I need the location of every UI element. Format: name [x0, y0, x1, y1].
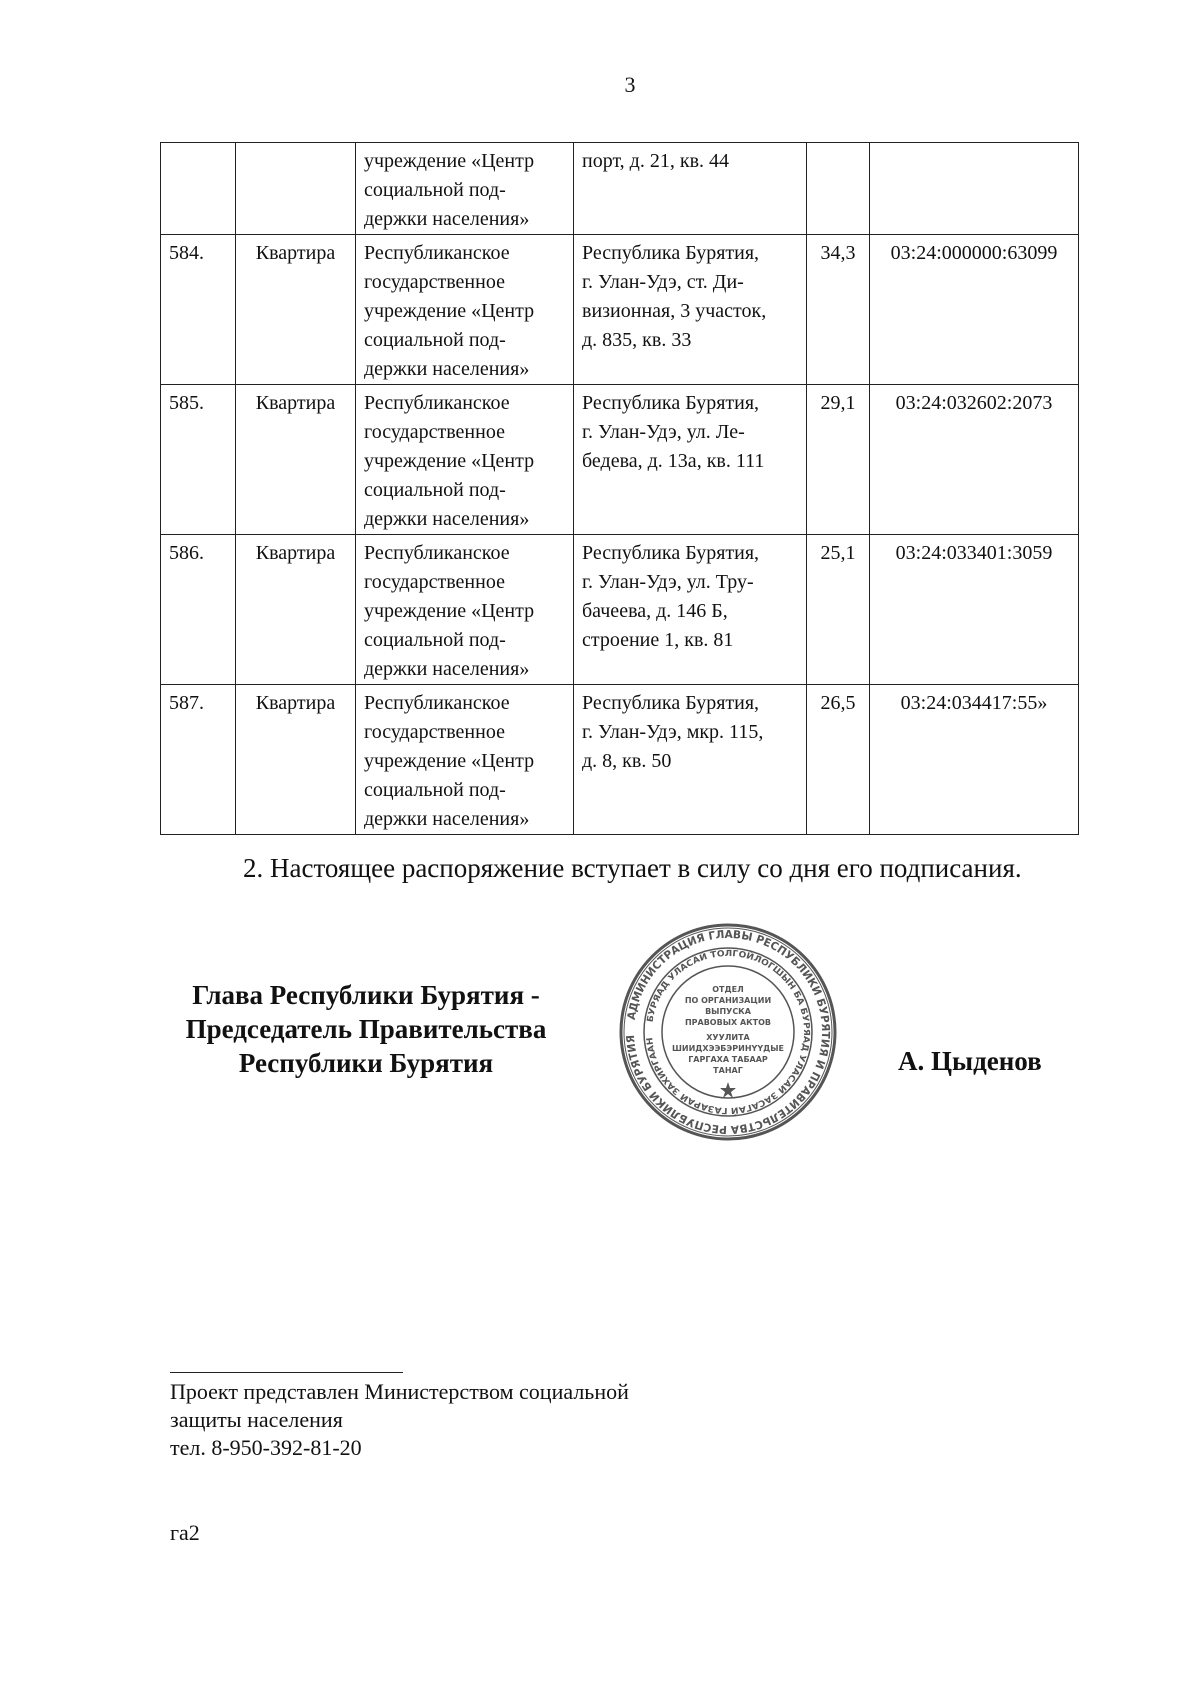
area-cell: 34,3: [807, 235, 870, 385]
row-number-cell: [161, 143, 236, 235]
seal-center-line: ХУУЛИТА: [706, 1033, 750, 1042]
holder-text: Республиканское государственное учреждение «Центр социальной под- держки населения»: [364, 542, 535, 680]
holder-cell: [356, 235, 574, 385]
table-row: [161, 143, 1079, 235]
cadastre-number-cell: [870, 143, 1079, 235]
holder-cell: [356, 535, 574, 685]
address-cell: [574, 143, 807, 235]
holder-text: Республиканское государственное учреждение «Центр социальной под- держки населения»: [364, 392, 535, 530]
address-text: Республика Бурятия, г. Улан-Удэ, ул. Ле- бедева, д. 13а, кв. 111: [582, 392, 765, 472]
seal-center-text: [672, 985, 784, 1075]
object-type-cell: Квартира: [236, 685, 356, 835]
property-table: [160, 142, 1079, 835]
holder-cell: [356, 385, 574, 535]
seal-center-line: ШИИДХЭЭБЭРИНҮҮДЫЕ: [672, 1044, 784, 1053]
row-number-cell: 584.: [161, 235, 236, 385]
table-row: [161, 685, 1079, 835]
cadastre-number-cell: 03:24:000000:63099: [870, 235, 1079, 385]
address-cell: [574, 235, 807, 385]
address-text: Республика Бурятия, г. Улан-Удэ, мкр. 115, д. 8, кв. 50: [582, 692, 764, 772]
seal-outer-textpath: АДМИНИСТРАЦИЯ ГЛАВЫ РЕСПУБЛИКИ БУРЯТИЯ И ПРАВИТЕЛЬСТВА РЕСПУБЛИКИ БУРЯТИЯ: [623, 927, 833, 1137]
seal-star-icon: [720, 1082, 736, 1098]
signatory-name: А. Цыденов: [898, 1046, 1042, 1076]
area-cell: 26,5: [807, 685, 870, 835]
property-table-body: [161, 143, 1079, 835]
seal-center-line: ВЫПУСКА: [705, 1007, 751, 1016]
official-seal: [618, 922, 838, 1142]
footnote-text: Проект представлен Министерством социальной защиты населения тел. 8-950-392-81-20: [170, 1379, 629, 1460]
address-cell: [574, 535, 807, 685]
document-code: га2: [170, 1520, 200, 1545]
object-type-cell: [236, 143, 356, 235]
seal-inner-textpath: БУРЯАД УЛАСАЙ ТОЛГОЙЛОГШЫН БА БУРЯАД УЛАСАЙ ЗАСАГАЙ ГАЗАРАЙ ЗАХИРГААН: [645, 948, 812, 1116]
address-cell: [574, 685, 807, 835]
table-row: [161, 385, 1079, 535]
holder-text: Республиканское государственное учреждение «Центр социальной под- держки населения»: [364, 692, 535, 830]
holder-text: учреждение «Центр социальной под- держки населения»: [364, 150, 535, 230]
seal-center-line: ОТДЕЛ: [712, 985, 744, 994]
clause-2-text: 2. Настоящее распоряжение вступает в силу со дня его подписания.: [243, 853, 1022, 883]
address-text: Республика Бурятия, г. Улан-Удэ, ул. Тру- бачеева, д. 146 Б, строение 1, кв. 81: [582, 542, 760, 651]
seal-center-line: ПО ОРГАНИЗАЦИИ: [684, 996, 772, 1005]
cadastre-number-cell: 03:24:032602:2073: [870, 385, 1079, 535]
seal-center-line: ТАНАГ: [713, 1066, 743, 1075]
row-number-cell: 587.: [161, 685, 236, 835]
object-type-cell: Квартира: [236, 235, 356, 385]
holder-cell: [356, 143, 574, 235]
area-cell: [807, 143, 870, 235]
area-cell: 29,1: [807, 385, 870, 535]
page-number: 3: [624, 72, 636, 97]
seal-center-line: ГАРГАХА ТАБААР: [688, 1055, 768, 1064]
object-type-cell: Квартира: [236, 385, 356, 535]
table-row: [161, 235, 1079, 385]
cadastre-number-cell: 03:24:033401:3059: [870, 535, 1079, 685]
table-row: [161, 535, 1079, 685]
holder-text: Республиканское государственное учреждение «Центр социальной под- держки населения»: [364, 242, 535, 380]
area-cell: 25,1: [807, 535, 870, 685]
seal-center-line: ПРАВОВЫХ АКТОВ: [684, 1018, 772, 1027]
address-text: Республика Бурятия, г. Улан-Удэ, ст. Ди- визионная, 3 участок, д. 835, кв. 33: [582, 242, 767, 351]
address-cell: [574, 385, 807, 535]
cadastre-number-cell: 03:24:034417:55»: [870, 685, 1079, 835]
holder-cell: [356, 685, 574, 835]
signatory-title: Глава Республики Бурятия - Председатель Правительства Республики Бурятия: [185, 980, 547, 1078]
footnote-divider: [170, 1372, 403, 1373]
row-number-cell: 585.: [161, 385, 236, 535]
row-number-cell: 586.: [161, 535, 236, 685]
object-type-cell: Квартира: [236, 535, 356, 685]
address-text: порт, д. 21, кв. 44: [582, 150, 730, 172]
